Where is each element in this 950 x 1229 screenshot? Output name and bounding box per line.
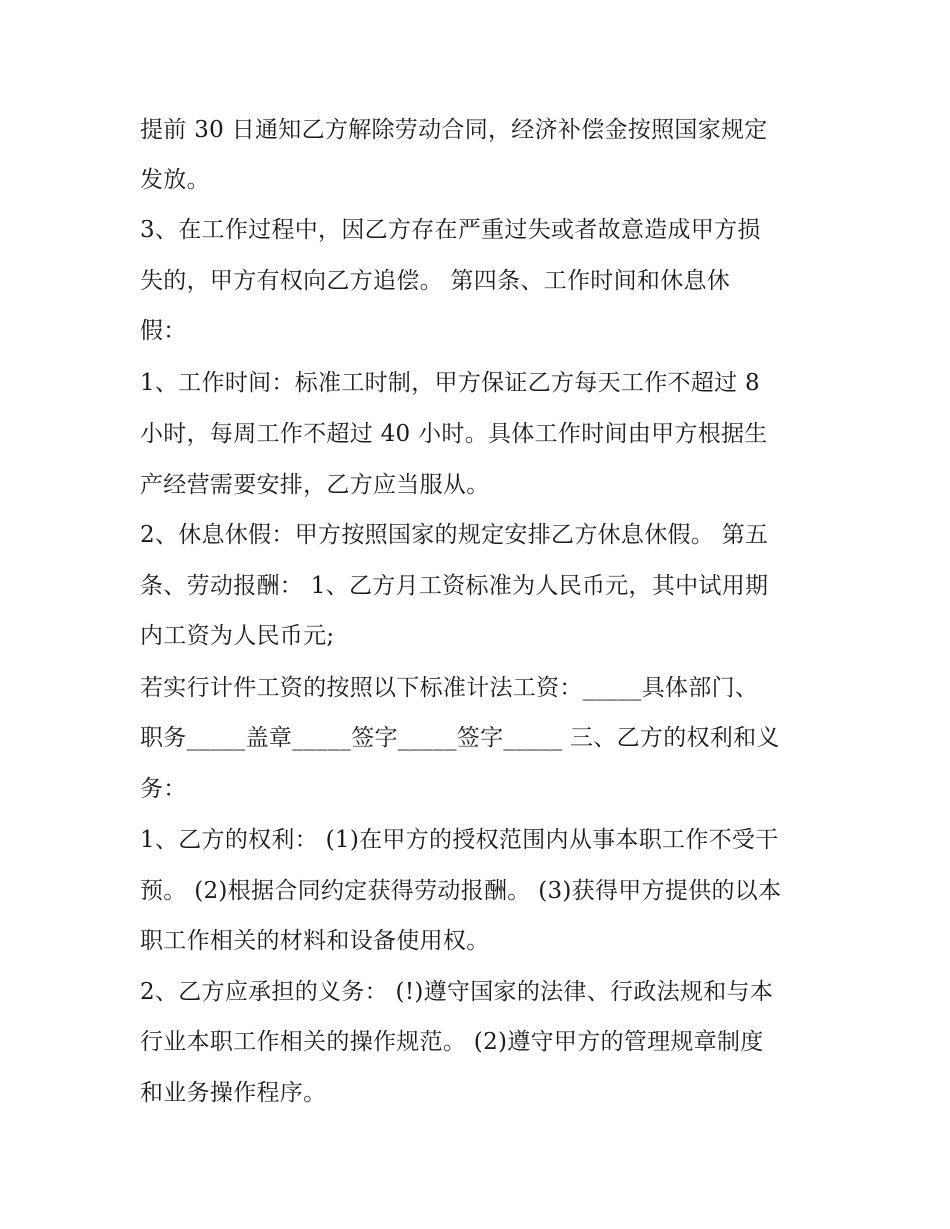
text-line: 内工资为人民币元; [140, 623, 335, 649]
text-line: 失的，甲方有权向乙方追偿。 第四条、工作时间和休息休 [140, 268, 731, 294]
text-line: 预。 (2)根据合同约定获得劳动报酬。 (3)获得甲方提供的以本 [140, 878, 782, 904]
text-line: 1、乙方的权利： (1)在甲方的授权范围内从事本职工作不受干 [140, 827, 779, 853]
text-line: 假： [140, 318, 187, 344]
text-line: 和业务操作程序。 [140, 1080, 327, 1106]
text-line: 务： [140, 776, 187, 802]
text-line: 提前 30 日通知乙方解除劳动合同，经济补偿金按照国家规定 [140, 117, 768, 143]
text-line: 职工作相关的材料和设备使用权。 [140, 928, 490, 954]
text-line: 若实行计件工资的按照以下标准计法工资：_____具体部门、 [140, 675, 759, 701]
text-line: 条、劳动报酬： 1、乙方月工资标准为人民币元，其中试用期 [140, 573, 769, 599]
text-line: 2、休息休假：甲方按照国家的规定安排乙方休息休假。 第五 [140, 522, 769, 548]
text-line: 产经营需要安排，乙方应当服从。 [140, 472, 490, 498]
text-line: 小时，每周工作不超过 40 小时。具体工作时间由甲方根据生 [140, 421, 768, 447]
text-line: 1、工作时间：标准工时制，甲方保证乙方每天工作不超过 8 [140, 370, 760, 396]
text-line: 发放。 [140, 167, 210, 193]
text-line: 2、乙方应承担的义务： (!)遵守国家的法律、行政法规和与本 [140, 979, 774, 1005]
text-line: 行业本职工作相关的操作规范。 (2)遵守甲方的管理规章制度 [140, 1029, 764, 1055]
text-line: 3、在工作过程中，因乙方存在严重过失或者故意造成甲方损 [140, 217, 761, 243]
text-line: 职务_____盖章_____签字_____签字_____ 三、乙方的权利和义 [140, 725, 780, 751]
